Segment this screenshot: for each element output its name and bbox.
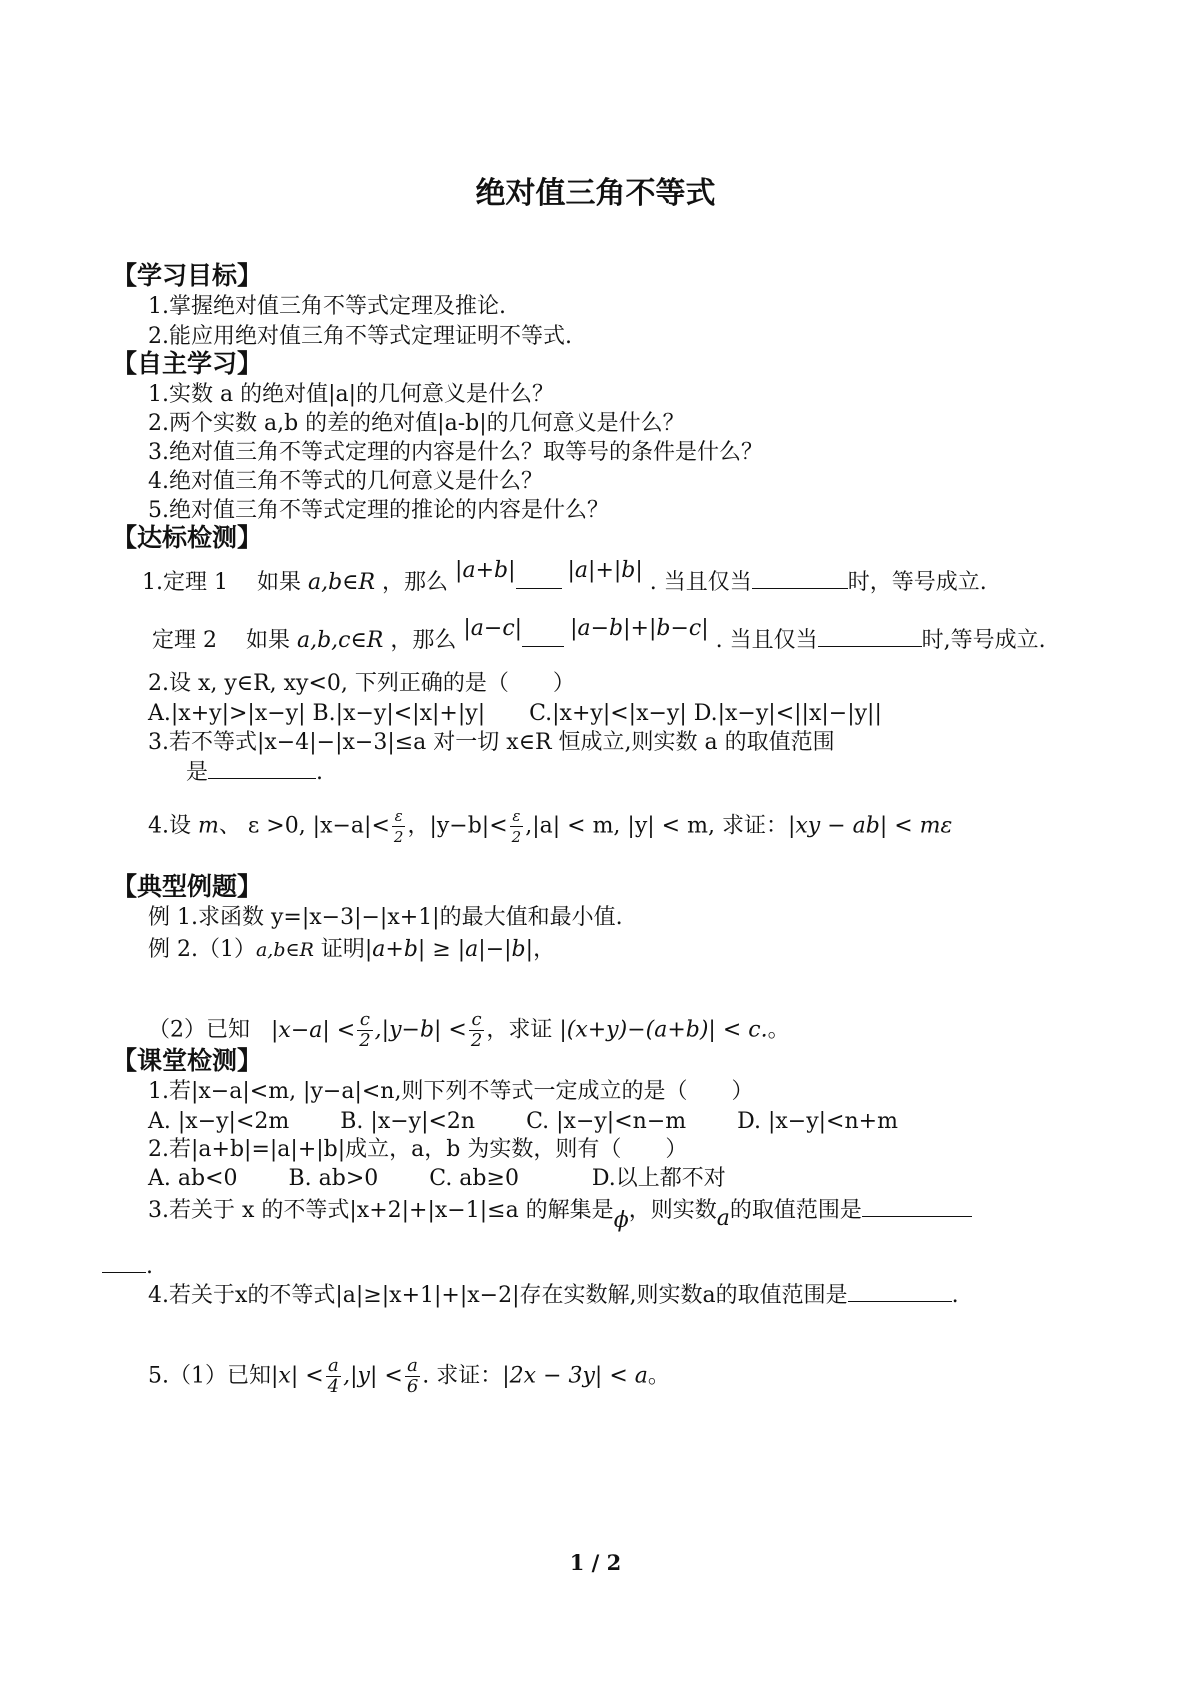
class-question-4-blank[interactable] (848, 1281, 952, 1302)
goal-item: 2.能应用绝对值三角不等式定理证明不等式. (148, 324, 572, 349)
theorem-2-iff: . 当且仅当 (715, 628, 818, 653)
class-question-5-prove: . 求证： (422, 1363, 503, 1389)
theorem-1-compare-blank[interactable] (516, 568, 562, 589)
section-heading-self-study: 【自主学习】 (112, 349, 263, 378)
example-2-end: 。 (767, 1017, 790, 1043)
check-question-4-bounds: ,|a| < m, |y| < m, 求证： (525, 813, 788, 839)
example-2-prove: 证明 (313, 937, 365, 962)
theorem-1-rhs: |a|+|b| (567, 558, 643, 583)
theorem-2-condition: a,b,c∈R (296, 628, 384, 653)
class-question-2: 2.若|a+b|=|a|+|b|成立，a，b 为实数，则有（ ） (148, 1137, 688, 1162)
check-question-4 (148, 806, 952, 847)
class-question-1-options: A. |x−y|<2m B. |x−y|<2n C. |x−y|<n−m D. |x−y|<n+m (148, 1109, 898, 1134)
example-2-part-1 (148, 936, 555, 964)
section-heading-goals: 【学习目标】 (112, 261, 263, 290)
self-study-item: 5.绝对值三角不等式定理的推论的内容是什么？ (148, 498, 609, 523)
a-over-four-fraction (326, 1356, 341, 1397)
example-2-cond-y: ,|y−b| < (374, 1017, 467, 1043)
self-study-item: 4.绝对值三角不等式的几何意义是什么？ (148, 469, 543, 494)
class-question-5-goal: |2x − 3y| < a (502, 1363, 648, 1389)
theorem-2-lead: 定理 2 如果 (152, 628, 290, 653)
check-question-4-cond-y: ，|y−b|< (407, 813, 508, 839)
fraction-numerator: c (359, 1009, 370, 1030)
class-question-3-continued (102, 1252, 153, 1281)
page-number: 1 / 2 (569, 1550, 622, 1575)
class-question-3-tail: 的取值范围是 (729, 1198, 862, 1223)
check-question-4-cond-x: 、 ε >0, |x−a|< (218, 813, 390, 839)
class-question-3-end: . (146, 1254, 153, 1279)
fraction-denominator: 6 (406, 1376, 419, 1397)
theorem-2-then: ，那么 (390, 628, 457, 653)
fraction-numerator: c (471, 1009, 482, 1030)
fraction-denominator: 2 (359, 1030, 371, 1051)
fraction-denominator: 4 (327, 1376, 340, 1397)
class-question-5-end: 。 (647, 1363, 670, 1389)
class-question-3 (148, 1196, 972, 1233)
check-question-3-end: . (316, 760, 324, 785)
check-question-3-answer (186, 758, 323, 787)
check-question-2: 2.设 x, y∈R, xy<0, 下列正确的是（ ） (148, 671, 575, 696)
fraction-numerator: ε (512, 807, 521, 825)
fraction-denominator: 2 (393, 828, 404, 846)
theorem-2-lhs: |a−c| (463, 616, 523, 641)
fraction-numerator: a (407, 1355, 418, 1376)
goal-item: 1.掌握绝对值三角不等式定理及推论. (148, 294, 506, 319)
fraction-numerator: a (328, 1355, 339, 1376)
class-question-4-text: 4.若关于x的不等式|a|≥|x+1|+|x−2|存在实数解,则实数a的取值范围是 (148, 1283, 848, 1308)
class-question-4-end: . (951, 1283, 959, 1308)
theorem-2-compare-blank[interactable] (522, 626, 564, 647)
class-question-2-options: A. ab<0 B. ab>0 C. ab≥0 D.以上都不对 (148, 1166, 726, 1191)
section-heading-check: 【达标检测】 (112, 523, 263, 552)
check-question-4-lead: 4.设 (148, 813, 191, 839)
theorem-1-then: ，那么 (382, 570, 449, 595)
fraction-numerator: ε (394, 807, 403, 825)
example-2-condition: a,b∈R (255, 939, 314, 961)
section-heading-class-check: 【课堂检测】 (112, 1046, 263, 1075)
example-1: 例 1.求函数 y=|x−3|−|x+1|的最大值和最小值. (148, 905, 623, 930)
class-question-3-mid: ，则实数 (628, 1198, 717, 1223)
page-title: 绝对值三角不等式 (475, 176, 716, 211)
theorem-2-rhs: |a−b|+|b−c| (570, 616, 709, 641)
theorem-2-condition-blank[interactable] (818, 626, 922, 647)
theorem-1-iff: . 当且仅当 (649, 570, 752, 595)
section-heading-examples: 【典型例题】 (112, 872, 263, 901)
fraction-denominator: 2 (470, 1030, 483, 1051)
check-question-3-blank[interactable] (208, 758, 316, 779)
c-over-two-fraction (469, 1010, 484, 1051)
class-question-1: 1.若|x−a|<m, |y−a|<n,则下列不等式一定成立的是（ ） (148, 1079, 754, 1104)
example-2-inequality: |a+b| ≥ |a|−|b| (364, 937, 534, 962)
self-study-item: 2.两个实数 a,b 的差的绝对值|a-b|的几何意义是什么？ (148, 411, 685, 436)
class-question-5 (148, 1356, 670, 1397)
theorem-1-lead: 1.定理 1 如果 (142, 570, 301, 595)
a-over-six-fraction (405, 1356, 420, 1397)
class-question-5-cond-x: |x| < (271, 1363, 324, 1389)
example-2-lead: 例 2.（1） (148, 937, 256, 962)
example-2-comma: ， (533, 937, 556, 962)
example-2-goal: |(x+y)−(a+b)| < c. (559, 1017, 768, 1043)
example-2-prove: ，求证 (486, 1017, 553, 1043)
check-question-2-options: A.|x+y|>|x−y| B.|x−y|<|x|+|y| C.|x+y|<|x−y| D.|x−y|<||x|−|y|| (148, 701, 882, 726)
c-over-two-fraction (357, 1010, 372, 1051)
class-question-3-lead: 3.若关于 x 的不等式|x+2|+|x−1|≤a 的解集是 (148, 1198, 614, 1223)
class-question-3-blank[interactable] (862, 1196, 972, 1217)
epsilon-over-two-fraction (392, 806, 406, 847)
example-2-cond-x: |x−a| < (271, 1017, 356, 1043)
class-question-5-cond-y: ,|y| < (343, 1363, 403, 1389)
theorem-2-tail: 时,等号成立. (921, 628, 1046, 653)
theorem-2 (152, 616, 1046, 655)
check-question-3-label: 是 (186, 760, 209, 785)
theorem-1-condition-blank[interactable] (752, 568, 848, 589)
check-question-4-goal: |xy − ab| < mε (787, 813, 953, 839)
self-study-item: 3.绝对值三角不等式定理的内容是什么？取等号的条件是什么？ (148, 440, 763, 465)
check-question-4-m: m (198, 813, 219, 839)
theorem-1 (142, 558, 987, 597)
fraction-denominator: 2 (511, 828, 522, 846)
example-2-part-2-lead: （2）已知 (148, 1017, 250, 1043)
class-question-5-lead: 5.（1）已知 (148, 1363, 271, 1389)
epsilon-over-two-fraction (510, 806, 524, 847)
theorem-1-lhs: |a+b| (455, 558, 516, 583)
class-question-4 (148, 1281, 959, 1310)
check-question-3: 3.若不等式|x−4|−|x−3|≤a 对一切 x∈R 恒成立,则实数 a 的取值范围 (148, 730, 835, 755)
theorem-1-condition: a,b∈R (307, 570, 376, 595)
class-question-3-blank-continued[interactable] (102, 1252, 146, 1273)
theorem-1-tail: 时，等号成立. (847, 570, 987, 595)
class-question-3-a: a (716, 1206, 730, 1231)
self-study-item: 1.实数 a 的绝对值|a|的几何意义是什么？ (148, 382, 555, 407)
class-question-3-phi: ϕ (613, 1208, 629, 1233)
